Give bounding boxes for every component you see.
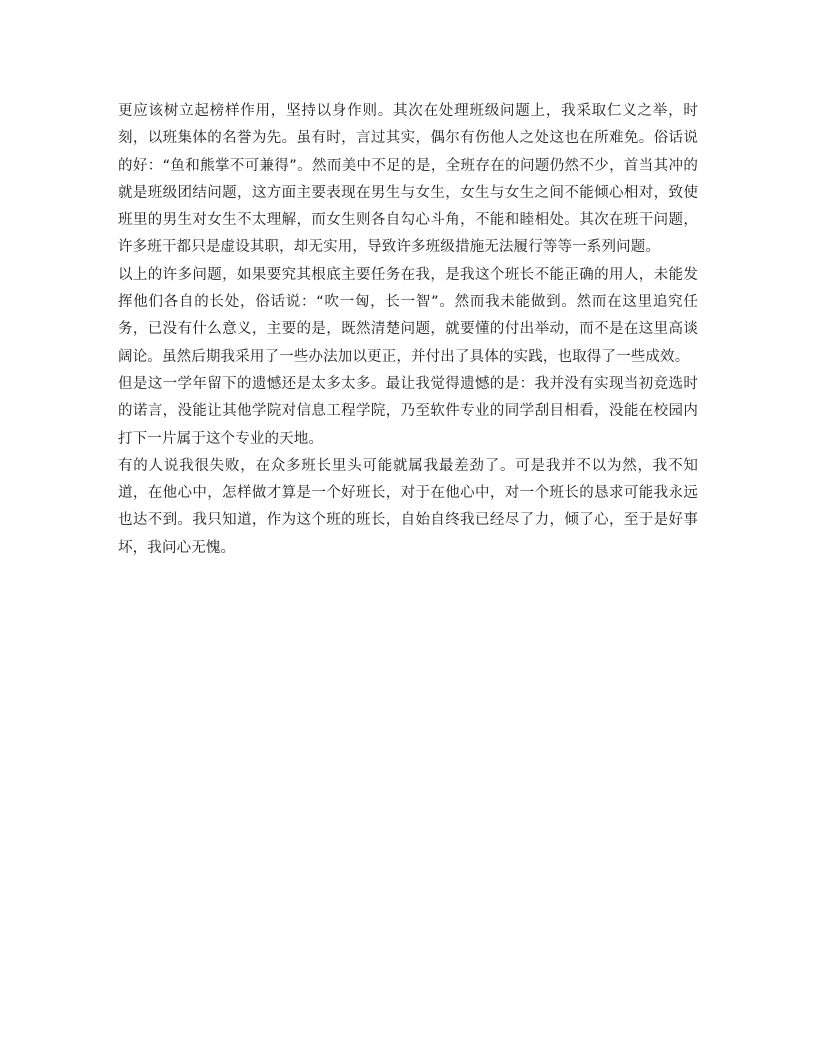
paragraph-2: 以上的许多问题，如果要究其根底主要任务在我，是我这个班长不能正确的用人，未能发挥他们各自的长处，俗话说：“吹一匈，长一智”。然而我未能做到。然而在这里追究任务，已没有什么意义，主要的是，既然清楚问题，就要懂的付出举动，而不是在这里高谈阔论。虽然后期我采用了一些办法加以更正，并付出了具体的实践，也取得了一些成效。: [118, 266, 698, 365]
paragraph-3: 但是这一学年留下的遗憾还是太多太多。最让我觉得遗憾的是：我并没有实现当初竞选时的诺言，没能让其他学院对信息工程学院，乃至软件专业的同学刮目相看，没能在校园内打下一片属于这个专业的天地。: [118, 375, 698, 447]
paragraph-1: 更应该树立起榜样作用，坚持以身作则。其次在处理班级问题上，我采取仁义之举，时刻，以班集体的名誉为先。虽有时，言过其实，偶尔有伤他人之处这也在所难免。俗话说的好：“鱼和熊掌不可兼得”。然而美中不足的是，全班存在的问题仍然不少，首当其冲的就是班级团结问题，这方面主要表现在男生与女生，女生与女生之间不能倾心相对，致使班里的男生对女生不太理解，而女生则各自勾心斗角，不能和睦相处。其次在班干问题，许多班干都只是虚设其职，却无实用，导致许多班级措施无法履行等等一系列问题。: [118, 103, 698, 256]
paragraph-4: 有的人说我很失败，在众多班长里头可能就属我最差劲了。可是我并不以为然，我不知道，在他心中，怎样做才算是一个好班长，对于在他心中，对一个班长的恳求可能我永远也达不到。我只知道，作为这个班的班长，自始自终我已经尽了力，倾了心，至于是好事坏，我问心无愧。: [118, 457, 698, 556]
document-body: [118, 98, 698, 562]
